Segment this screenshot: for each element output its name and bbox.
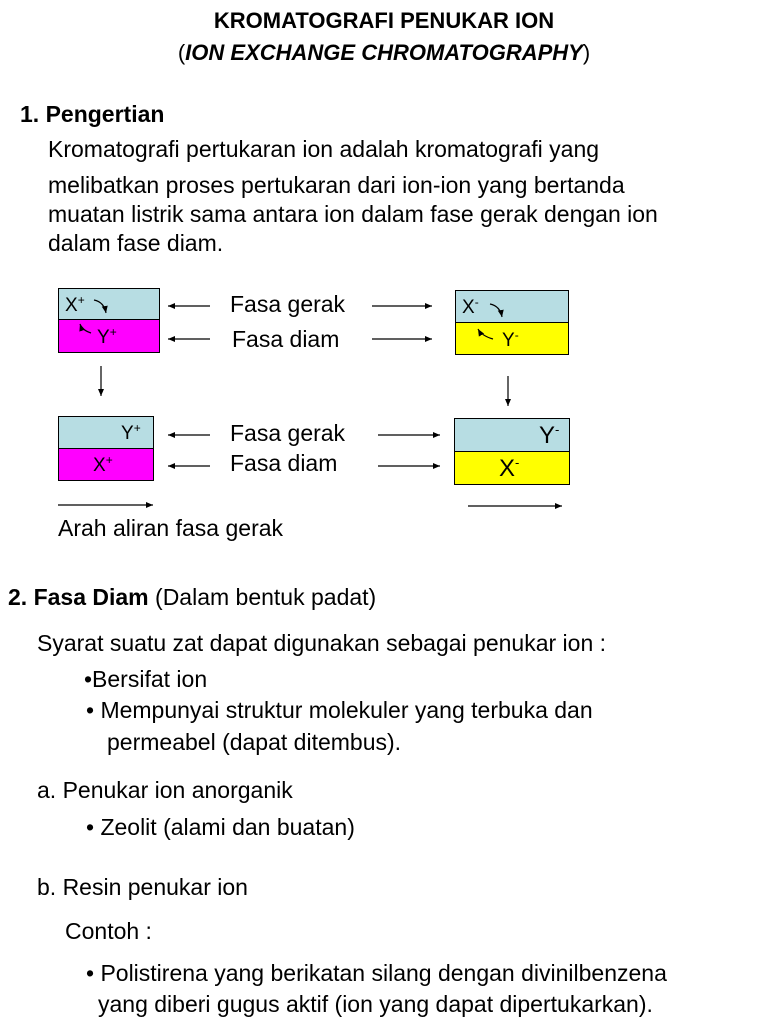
definition-line-2: melibatkan proses pertukaran dari ion-ion yang bertanda bbox=[48, 172, 625, 198]
subsection-b-heading: b. Resin penukar ion bbox=[37, 874, 248, 900]
stationary-phase-label-bottom: Fasa diam bbox=[230, 450, 338, 476]
flow-direction-caption: Arah aliran fasa gerak bbox=[58, 515, 284, 541]
mobile-phase-label-top: Fasa gerak bbox=[230, 291, 346, 317]
stationary-phase-label-top: Fasa diam bbox=[232, 326, 340, 352]
subsection-b-item-continued: yang diberi gugus aktif (ion yang dapat dipertukarkan). bbox=[98, 991, 653, 1017]
ion-label: X+ bbox=[65, 293, 85, 316]
subsection-a-item: • Zeolit (alami dan buatan) bbox=[86, 814, 355, 840]
ion-label: X- bbox=[499, 455, 520, 482]
requirement-item-continued: permeabel (dapat ditembus). bbox=[107, 729, 402, 755]
subsection-b-example-label: Contoh : bbox=[65, 918, 152, 944]
subsection-a-heading: a. Penukar ion anorganik bbox=[37, 777, 293, 803]
requirement-item: • Mempunyai struktur molekuler yang terbuka dan bbox=[86, 697, 593, 723]
section-2-heading: 2. Fasa Diam (Dalam bentuk padat) bbox=[8, 584, 377, 610]
ion-label: X- bbox=[462, 295, 479, 318]
ion-label: Y- bbox=[539, 422, 560, 449]
ion-label: Y+ bbox=[121, 421, 141, 444]
subsection-b-item: • Polistirena yang berikatan silang dengan divinilbenzena bbox=[86, 960, 667, 986]
ion-label: Y- bbox=[502, 328, 519, 351]
mobile-phase-label-bottom: Fasa gerak bbox=[230, 420, 346, 446]
page-subtitle: (ION EXCHANGE CHROMATOGRAPHY) bbox=[177, 40, 591, 65]
curved-arrow-icon bbox=[478, 329, 493, 339]
ion-label: Y+ bbox=[97, 325, 117, 348]
definition-line-4: dalam fase diam. bbox=[48, 230, 224, 256]
requirements-intro: Syarat suatu zat dapat digunakan sebagai penukar ion : bbox=[37, 630, 607, 656]
definition-line-3: muatan listrik sama antara ion dalam fase gerak dengan ion bbox=[48, 201, 658, 227]
section-1-heading: 1. Pengertian bbox=[20, 101, 165, 127]
definition-line-1: Kromatografi pertukaran ion adalah kromatografi yang bbox=[48, 136, 600, 162]
curved-arrow-icon bbox=[80, 324, 91, 333]
ion-label: X+ bbox=[93, 453, 113, 476]
page-title: KROMATOGRAFI PENUKAR ION bbox=[213, 8, 555, 33]
requirement-item: •Bersifat ion bbox=[84, 666, 208, 692]
curved-arrow-icon bbox=[94, 300, 106, 313]
curved-arrow-icon bbox=[490, 304, 502, 317]
